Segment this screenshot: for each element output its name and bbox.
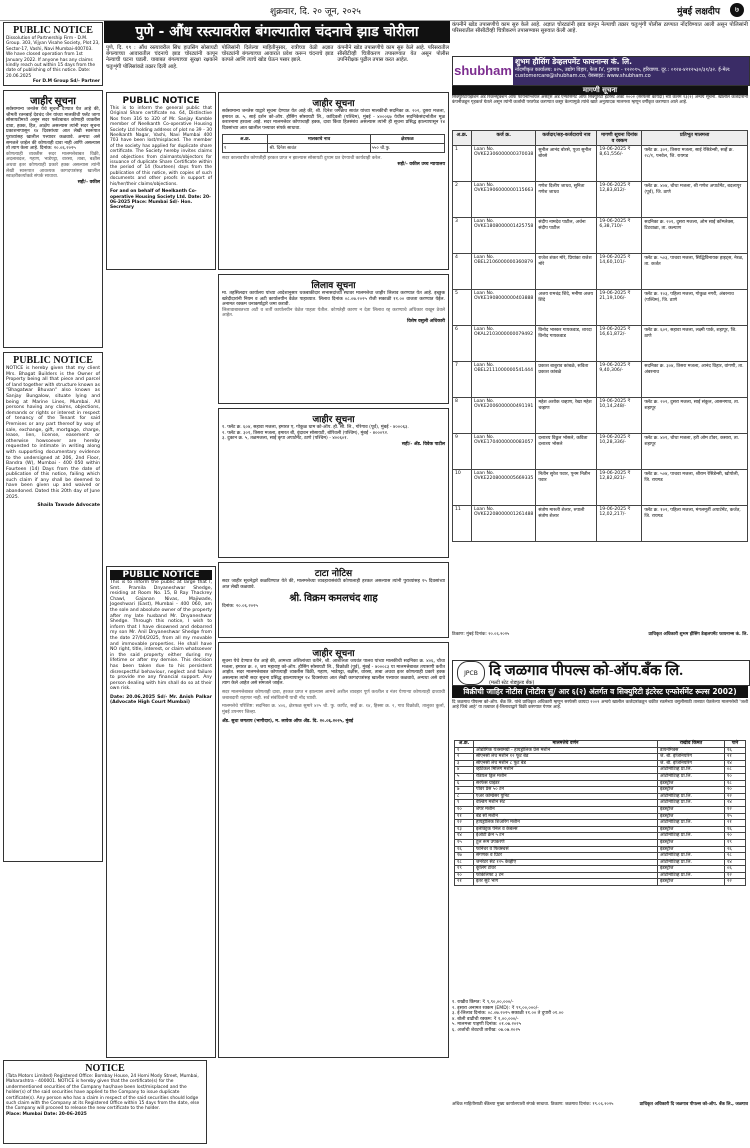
- table-row: २० फोर्कलिफ्ट ३ टन ऑटोमोटिव्ह प्रा.लि. १२: [455, 872, 746, 879]
- notice-marathi-claim: [3, 90, 103, 348]
- notice-tata-motors: [3, 1060, 207, 1144]
- page-header: [0, 0, 750, 21]
- table-row: ९ वेल्डिंग मशीन सेट ऑटोमोटिव्ह प्रा.लि. २४: [455, 800, 746, 807]
- notice-body: सदर जाहीर सूचनेद्वारे कळविण्यात येते की, मालमत्तेच्या व्यवहारासंबंधी कोणालाही हरकत असल्यास त्यांनी पुराव्यांसह १५ दिवसांच्या आत लेखी कळवावे.: [222, 579, 445, 590]
- notice-body: सर्वसामान्य जनतेस याद्वारे सूचना देण्यात येत आहे की, श्री. दिनेश जगन्नाथ सावंत यांच्या मालकीची सदनिका क्र. २०२, दुसरा मजला, इमारत क्र. ५, साई दर्शन को-ऑप. हौसिंग सोसायटी लि., कांदिवली (पश्चिम), मुंबई - ४०००६७ येथील सदनिकेसंदर्भातील मूळ करारनामा हरवला आहे. सदर मालमत्तेवर कोणाचाही हक्क, दावा किंवा हितसंबंध असल्यास त्यांनी ही सूचना प्रसिद्ध झाल्यापासून १४ दिवसांच्या आत खालील पत्त्यावर संपर्क साधावा.: [222, 109, 445, 131]
- table-row: 4 Loan No. OBEL2106000000360879 राजेश शंकर मोरे, प्रियांका राजेश मोरे 19-06-2025 ₹ 14,60,101/- फ्लॅट क्र. ५०३, पाचवा मजला, सिद्धिविनायक हाइट्स, नेरळ, ता. कर्जत: [453, 254, 748, 290]
- notice-name-announcement: [218, 562, 449, 638]
- authorised-officer: प्राधिकृत अधिकारी दि जळगाव पीपल्स को-ऑप. बँक लि., जळगाव: [639, 1102, 748, 1107]
- table-header: मालकाचे नाव: [268, 135, 370, 144]
- sale-detail-line: ५. मालमत्ता पाहणी दिनांक: ०१.०७.२०२५: [452, 1022, 522, 1028]
- notice-body: This is to inform the general public that Original Share certificate no. 64, Distinctive Nos from 316 to 320 of Mr. Sanjay Kamble member of Neelkanth Co-operative Housing Society Ltd holding address of plot no 39 - 30 Neelkanth Nagar, Vashi, Navi Mumbai 400 703 have been lost/misplaced. The member of the society has applied for duplicate share certificate. The Society hereby invites claims and objections from claimants/objectors for issuance of duplicate Share Certificate within the period of 14 (fourteen) days from the publication of this notice, with copies of such documents and other proofs in support of his/her/their claims/objections.: [110, 106, 212, 187]
- authorised-officer: प्राधिकृत अधिकारी शुभम हौसिंग डेव्हलपमेंट फायनान्स कं. लि.: [648, 632, 748, 637]
- table-row: 8 Loan No. OVKE2006000000491191 महेश अशोक चव्हाण, रेखा महेश चव्हाण 19-06-2025 ₹ 10,14,248/- फ्लॅट क्र. २०२, दुसरा मजला, साई संकुल, आसनगाव, ता. शहापूर: [453, 398, 748, 434]
- table-row: १ औद्योगिक यंत्रसामग्री - हायड्रॉलिक प्रेस मशीन डायनॅमिक्स १६: [455, 747, 746, 754]
- notice-filler-text: सदर कालावधीत कोणतीही हरकत प्राप्त न झाल्यास सोसायटी दुय्यम प्रत देण्याची कार्यवाही करेल.: [222, 156, 382, 162]
- sale-notice-intro: दि जळगाव पीपल्स को-ऑप. बँक लि. यांचे प्राधिकृत अधिकारी म्हणून सरफेसी कायदा २००२ अन्वये खालील कर्जदारांकडून थकीत रकमेच्या वसुलीसाठी ताब्यात घेतलेल्या मालमत्तेची 'जशी आहे जिथे आहे' या तत्वावर ई-लिलावाद्वारे विक्री करण्यात येणार आहे.: [452, 700, 748, 711]
- notice-body: सूचना येथे देण्यात येत आहे की, आमच्या अशिलांच्या वतीने, श्री. आशालता जयवंत पालव यांच्या मालकीची सदनिका क्र. ४०६, चौथा मजला, इमारत क्र. २, जय महाराष्ट्र को-ऑप. हौसिंग सोसायटी लि., विक्रोळी (पूर्व), मुंबई - ४०००८३ या मालमत्तेबाबत तपासणी करीत आहोत. सदर मालमत्तेबाबत कोणत्याही व्यक्तीस विक्री, गहाण, भाडेपट्टा, बक्षीस, वारसा, ताबा अथवा इतर कोणत्याही प्रकारे हक्क असल्यास त्यांनी सदर सूचना प्रसिद्ध झाल्यापासून १४ दिवसांच्या आत लेखी कागदपत्रांसह खालील पत्त्यावर कळवावे, अन्यथा असे दावे त्याग केले आहेत असे समजले जाईल.: [222, 659, 445, 687]
- table-row: १९ कूलिंग टॉवर इंडस्ट्रीज ०६: [455, 866, 746, 873]
- notice-title-investigation: [218, 642, 449, 1058]
- notice-auction: [218, 274, 449, 404]
- notice-signoff: सही/- अ‍ॅड. विवेक पाटील: [401, 441, 445, 447]
- table-row: ४ व्हर्टिकल मिलिंग मशीन ऑटोमोटिव्ह प्रा.लि. ०८: [455, 767, 746, 774]
- place-date: ठिकाण: मुंबई दिनांक: २०.०६.२०२५: [452, 632, 510, 637]
- notice-signoff: सही/- वकील उच्च न्यायालय: [397, 161, 445, 167]
- notice-signoff: दिनांक: २०.०६.२०२५: [222, 604, 258, 610]
- story-paragraph: पुणे, दि. १९ : औंध रस्त्यावरील सिंध हाउसिंग सोसायटी बंगल्याच्या आवारातील चंदनाचे झाड चोरट्यांनी कापून नेल्याची घटना घडली. याबाबत बंगल्याच्या सुरक्षा रक्षकाने चतुःशृंगी पोलिसांकडे तक्रार दिली आहे.: [106, 45, 218, 70]
- table-row: 3 Loan No. OVKE1808000001425758 संदीप नामदेव पाटील, अर्चना संदीप पाटील 19-06-2025 ₹ 6,38,710/- सदनिका क्र. २०१, दुसरा मजला, ओम साई कॉम्प्लेक्स, टिटवाळा, ता. कल्याण: [453, 218, 748, 254]
- table-row: 9 Loan No. OVKE1704000000083057 दत्तात्रय विठ्ठल भोसले, कविता दत्तात्रय भोसले 19-06-2025 ₹ 10,28,336/- फ्लॅट क्र. ४०१, चौथा मजला, हरी ओम टॉवर, कसारा, ता. शहापूर: [453, 434, 748, 470]
- notice-filler-text: कोणत्याही व्यक्तीस सदर मालमत्तेबाबत विक्री, अदलाबदल, गहाण, भाडेपट्टा, वारसा, ताबा, बक्षीस अथवा इतर कोणत्याही प्रकारे हक्क असल्यास त्यांनी लेखी स्वरूपात आवश्यक कागदपत्रांसह खालील स्वाक्षरीकर्त्याकडे संपर्क साधावा.: [6, 151, 100, 180]
- table-row: १ श्री. दिनेश सावंत ५५० चौ.फु.: [223, 144, 445, 153]
- property-table: [222, 134, 445, 153]
- notice-body: NOTICE is hereby given that my client Mrs. Bhagat Builders is the Owner of Property being all that piece and parcel of land together with structure known as "Bhagatwar Bhuvan" also known as Sanjay Bungalow, situate lying and being at Marine Lines, Mumbai. All persons having any claims, objections, demands or rights or interest in respect of tenancy of the Tenant for said Premises or any part thereof by way of sale, exchange, gift, mortgage, charge, lease, lien, license, easement or otherwise howsoever are hereby requested to intimate in writing along with supporting documentary evidence to the undersigned at 206, 2nd Floor, Bandra (W), Mumbai - 400 050 within Fourteen (14) Days from the date of publication of this notice, failing which such claim if any shall be deemed to have been given up and waived or abandoned. Dated this 20th day of June 2025.: [6, 366, 100, 500]
- story-paragraph: कंपनीने खोड तपासणीचे काम सुरु केले आहे. परिसरातील सीसीटीव्ही चित्रीकरण तपासण्यात येत असून पोलीस उपनिरीक्षक पुढील तपास करत आहेत.: [337, 45, 450, 64]
- notice-signoff: विशेष वसुली अधिकारी: [407, 318, 445, 324]
- table-row: 7 Loan No. OBEL2111000000541444 प्रकाश बाबुराव कांबळे, सविता प्रकाश कांबळे 19-06-2025 ₹ 9,40,306/- सदनिका क्र. ३०४, तिसरा मजला, आनंद विहार, वांगणी, ता. अंबरनाथ: [453, 362, 748, 398]
- table-row: १० शेपर मशीन इंडस्ट्रीज १२: [455, 806, 746, 813]
- table-header: अ.क्र.: [223, 135, 268, 144]
- table-row: १६ फर्निचर व फिक्स्चर्स इंडस्ट्रीज २६: [455, 846, 746, 853]
- notice-title: लिलाव सूचना: [311, 281, 356, 291]
- notice-title: टाटा नोटिस: [314, 569, 353, 579]
- issue-date: शुक्रवार, दि. २० जून, २०२५: [270, 7, 361, 17]
- notice-title: जाहीर सूचना: [312, 99, 355, 109]
- table-row: 11 Loan No. OVKE2208000001261488 संतोष मारुती शेलार, रुपाली संतोष शेलार 19-06-2025 ₹ 12,02,217/- फ्लॅट क्र. १०२, पहिला मजला, मंगलमूर्ती अपार्टमेंट, कर्जत, जि. रायगड: [453, 506, 748, 542]
- sale-detail-line: १. राखीव किंमत: ₹ ९,९०,००,०००/-: [452, 1000, 514, 1005]
- notice-item: ३. दुकान क्र. ५, तळमजला, साई कृपा अपार्टमेंट, ठाणे (पश्चिम) - ४००६०१.: [222, 436, 349, 442]
- table-row: १७ संगणक व प्रिंटर ऑटोमोटिव्ह प्रा.लि. २८: [455, 853, 746, 860]
- sale-footer-text: अधिक माहितीसाठी बँकेच्या मुख्य कार्यालयाशी संपर्क साधावा. ठिकाण: जळगाव दिनांक: १९.०६.२०२५: [452, 1102, 614, 1107]
- notice-signoff: Shaila Tawade Advocate: [37, 503, 100, 509]
- notice-share-certificate: [106, 92, 216, 270]
- table-header: मालमत्तेचे वर्णन: [474, 741, 658, 748]
- notice-title: PUBLIC NOTICE: [122, 96, 200, 106]
- table-header: मागणी सूचना दिनांक व रक्कम: [597, 131, 642, 146]
- notice-property-owner: [3, 352, 103, 862]
- table-row: ८ एअर कॉम्प्रेसर युनिट ऑटोमोटिव्ह प्रा.लि. २२: [455, 793, 746, 800]
- sale-notice-footer: [452, 1102, 748, 1144]
- notice-title: PUBLIC NOTICE: [13, 355, 93, 366]
- notice-title: जाहीर सूचना: [312, 649, 355, 659]
- sale-details: [452, 1000, 748, 1100]
- notice-signoff: सही/- वकील: [77, 179, 100, 185]
- company-address: नोंदणीकृत कार्यालय: ४२५, उद्योग विहार, फेज IV, गुडगाव - १२२०१५, हरियाणा. दूर.: ०१२४-४२१२५३०/३१/३२. ई-मेल: customercare@shubham.co, वेबसाइट: www.shubham.co: [515, 66, 731, 80]
- sale-detail-line: ६. अर्जाची शेवटची तारीख: ०७.०७.२०२५: [452, 1027, 521, 1033]
- news-story: [106, 45, 449, 88]
- table-row: १४ ईओटी क्रेन ५ टन ऑटोमोटिव्ह प्रा.लि. २०: [455, 833, 746, 840]
- table-header: राखीव किंमत: [658, 741, 725, 748]
- notice-signoff: Date: 20.06.2025 Sd/- Mr. Anish Palkar (Advocate High Court Mumbai): [110, 694, 212, 706]
- notice-body: सिक्युरिटायझेशन अँड रिकन्स्ट्रक्शन ऑफ फायनान्शियल ॲसेट्स अँड एन्फोर्समेंट ऑफ सिक्युरिटी इंटरेस्ट ॲक्ट २००२ (सरफेसी कायदा) च्या कलम १३(२) अन्वये सूचना. खालील कर्जदारांनी कंपनीकडून गृहकर्ज घेतले असून त्यांनी कर्जाची परतफेड करण्यात कसूर केल्यामुळे त्यांचे खाते अनुत्पादक मालमत्ता म्हणून वर्गीकृत करण्यात आले आहे.: [452, 95, 748, 106]
- page-number-badge: ७: [730, 3, 744, 17]
- table-row: १५ टूल रूम उपकरणे इंडस्ट्रीज १९: [455, 839, 746, 846]
- story-paragraph: पोलिसांनी दिलेल्या माहितीनुसार, रात्रीच्या वेळी अज्ञात चोरट्यांनी बंगल्याच्या आवारात प्रवेश करून चंदनाचे झाड कापले आणि त्याचे खोड घेऊन पसार झाले.: [221, 45, 334, 64]
- notice-item: १. फ्लॅट क्र. ६०४, सहावा मजला, इमारत ए, गोकुळ धाम को-ऑप. हौ. सो. लि., गोरेगाव (पूर्व), मुंबई - ४०००६३.: [222, 425, 409, 430]
- table-row: 2 Loan No. OVKE1906000000115663 गणेश दिलीप जाधव, सुनिता गणेश जाधव 19-06-2025 ₹ 12,83,812/- फ्लॅट क्र. ४०४, चौथा मजला, श्री गणेश अपार्टमेंट, बदलापूर (पूर्व), जि. ठाणे: [453, 182, 748, 218]
- newspaper-name: मुंबई लक्षदीप: [677, 7, 720, 17]
- table-row: ६ सरफेस ग्राइंडर इंडस्ट्रीज १८: [455, 780, 746, 787]
- demand-notice-footer: [452, 632, 748, 650]
- notice-signoff: For and on behalf of Neelkanth Co-operative Housing Society Ltd. Date: 20-06-2025 Place: Mumbai Sd/- Hon. Secretary: [110, 189, 211, 211]
- sale-items-table: [454, 740, 746, 886]
- company-name: शुभम हौसिंग डेव्हलपमेंट फायनान्स कं. लि.: [515, 57, 632, 66]
- table-row: १२ हायड्रॉलिक शिअरिंग मशीन ऑटोमोटिव्ह प्रा.लि. २१: [455, 820, 746, 827]
- demand-notice-intro: [452, 86, 748, 128]
- table-row: ५ रेडियल ड्रिल मशीन ऑटोमोटिव्ह प्रा.लि. १०: [455, 773, 746, 780]
- table-row: ११ बँड सॉ मशीन इंडस्ट्रीज १५: [455, 813, 746, 820]
- notice-body: This is to inform the public at large that I, Smt. Pramila Dnyaneshwar Shedge, residing at Room No. 15, B Ray Thackrey Chawl, Gajanan Nivas, Majiwade, Jogeshwari (East), Mumbai - 400 060, am the sole and absolute owner of the property after my late husband Mr. Dnyaneshwar Shedge. Through this notice, I wish to inform that I have disowned and debarred my son Mr. Anil Dnyaneshwar Shedge from the date 27/04/2025, from all my movable and immovable properties. He shall have NO right, title, interest, or claim whatsoever in the said property either during my lifetime or after my demise. This decision has been taken due to his persistent disrespectful behaviour, neglect and failure to provide me any financial support. Any person dealing with him shall do so at their own risk.: [110, 580, 212, 692]
- notice-signoff: Place: Mumbai Date: 20-06-2025: [6, 1111, 87, 1117]
- sale-detail-line: ४. बोली वाढीची रक्कम: ₹ १,००,०००/-: [452, 1016, 519, 1022]
- notice-filler-text: सदर मालमत्तेबाबत कोणताही दावा, हरकत प्राप्त न झाल्यास आमचे अशील व्यवहार पूर्ण करतील व नंतर येणाऱ्या कोणत्याही दाव्याची जबाबदारी राहणार नाही. सर्व संबंधितांनी याची नोंद घ्यावी.: [222, 689, 445, 701]
- table-header: अ.क्र.: [453, 131, 472, 146]
- notice-dissolution: [3, 22, 103, 86]
- table-row: 1 Loan No. OVKE2306000000370038 सुनील आनंद बोरसे, पूजा सुनील बोरसे 19-06-2025 ₹ 8,61,556/- फ्लॅट क्र. ३०२, तिसरा मजला, साई रेसिडेन्सी, सर्व्हे क्र. २८/१, पनवेल, जि. रायगड: [453, 146, 748, 182]
- notice-item: २. फ्लॅट क्र. ३०१, तिसरा मजला, इमारत बी, वृंदावन सोसायटी, बोरिवली (पश्चिम), मुंबई - ४०००९२.: [222, 430, 389, 436]
- bank-name: दि जळगाव पीपल्स को-ऑप.बँक लि.: [489, 663, 683, 679]
- sale-detail-line: ३. ई-लिलाव दिनांक: ०८.०७.२०२५ सकाळी ११.०० ते दुपारी ०१.००: [452, 1011, 564, 1017]
- notice-flat-agreement: [218, 92, 449, 270]
- table-row: २ सीएनसी लेथ मशीन १२ फूट बेड जे. बी. इंजिनियरिंग २१: [455, 754, 746, 761]
- table-header: प्रतिभूत मालमत्ता: [642, 131, 748, 146]
- bank-banner: [452, 660, 750, 686]
- notice-body: मा. तहसिलदार कार्यालय यांच्या आदेशानुसार थकबाकीदार सभासदांच्या स्थावर मालमत्तेचा जाहीर लिलाव करण्यात येत आहे. इच्छुक खरेदीदारांनी नियम व अटी कार्यालयीन वेळेत पाहाव्यात. लिलाव दिनांक ०८.०७.२०२५ रोजी सकाळी ११.०० वाजता करण्यात येईल. अनामत रक्कम धनाकर्षाद्वारे जमा करावी.: [222, 291, 445, 308]
- notice-title: जाहीर सूचना: [312, 415, 355, 425]
- notice-title: PUBLIC NOTICE: [110, 570, 212, 580]
- demand-notice-table: [452, 130, 748, 542]
- table-row: 10 Loan No. OVKE2208000005669335 नितीन सुरेश पवार, पूनम नितीन पवार 19-06-2025 ₹ 12,82,821/- फ्लॅट क्र. ५०४, पाचवा मजला, श्रीराम रेसिडेन्सी, खोपोली, जि. रायगड: [453, 470, 748, 506]
- shubham-logo: shubham: [453, 57, 513, 85]
- notice-body: Dissolution of Partnership Firm - D.M. Group. 303, Vijyan Visahe Society, Plot 23, Sector-17, Vashi, Navi Mumbai-400703. We have closed operation from 1st January 2022. If anyone has any claims kindly reach out within 15 days from the date of publishing of this notice. Date: 20.06.2025: [6, 36, 100, 79]
- notice-title: NOTICE: [85, 1063, 125, 1074]
- notice-filler-text: लिलावाबाबतच्या अटी व शर्ती कार्यालयीन वेळेत पाहता येतील. कोणतेही कारण न देता लिलाव रद्द करण्याचे अधिकार राखून ठेवले आहेत.: [222, 307, 445, 319]
- notice-public-marathi: [218, 408, 449, 558]
- bank-logo: JPCB: [457, 661, 485, 685]
- left-notices-column: [3, 22, 103, 862]
- table-header: क्षेत्रफळ: [370, 135, 444, 144]
- table-header: कर्जदार/सह-कर्जदाराचे नाव: [536, 131, 597, 146]
- notice-filler-text: मालमत्तेचे परिशिष्ट: सदनिका क्र. ४०६, क्षेत्रफळ सुमारे ४२५ चौ. फु. कार्पेट, सर्व्हे क्र. १४, हिस्सा क्र. २, गाव विक्रोळी, तालुका कुर्ला, मुंबई उपनगर जिल्हा.: [222, 704, 445, 715]
- bank-subtitle: (मल्टी स्टेट शेड्युल्ड बँक): [489, 680, 535, 686]
- table-row: ७ पॉवर प्रेस ५० टन इंडस्ट्रीज २०: [455, 787, 746, 794]
- notice-body: (Tata Motors Limited) Registered Office: Bombay House, 24 Homi Mody Street, Mumbai, Maharashtra - 400001. NOTICE is hereby given that the certificate(s) for the undermentioned securities of the Company has/have been lost/misplaced and the holder(s) of the said securities have applied to the Company to issue duplicate certificate(s). Any person who has a claim in respect of the said securities should lodge such claim with the Company at its Registered Office within 15 days from the date, else the Company will proceed to release the new certificate to the holder.: [6, 1074, 200, 1112]
- sale-notice-banner: विक्रीची जाहिर नोटीस (नोटीस सु/ आर ६(२) अंतर्गत व सिक्युरिटी इंटरेस्ट एन्फोर्समेंट रूल्स 2002): [452, 686, 748, 698]
- main-headline: पुणे - औंध रस्त्यावरील बंगल्यातील चंदनाचे झाड चोरीला: [104, 21, 450, 43]
- notice-title: मागणी सूचना: [452, 86, 748, 95]
- notice-signoff: For D.M Group Sd/- Partner: [32, 79, 100, 85]
- story-continuation: कंपनीने खोड तपासणीचे काम सुरु केले आहे. अज्ञात चोरट्यांनी झाड कापून नेल्याची तक्रार चतुःशृंगी पोलीस ठाण्यात नोंदविण्यात आली असून पोलिसांनी परिसरातील सीसीटीव्ही चित्रीकरण तपासण्यास सुरुवात केली आहे.: [452, 22, 748, 35]
- table-row: २१ इतर सुटे भाग इंडस्ट्रीज २२: [455, 879, 746, 886]
- table-row: १८ जनरेटर सेट १२५ केव्हीए ऑटोमोटिव्ह प्रा.लि. १४: [455, 859, 746, 866]
- notice-title: जाहीर सूचना: [30, 96, 76, 107]
- table-row: ३ सीएनसी लेथ मशीन ८ फूट बेड जे. बी. इंजिनियरिंग १४: [455, 760, 746, 767]
- table-header: कर्ज क्र.: [472, 131, 536, 146]
- table-row: 6 Loan No. OKAL2103000000079492 विनोद भास्कर गायकवाड, शारदा विनोद गायकवाड 19-06-2025 ₹ 16,61,872/- फ्लॅट क्र. ६०२, सहावा मजला, लक्ष्मी पार्क, शहापूर, जि. ठाणे: [453, 326, 748, 362]
- notice-title: PUBLIC NOTICE: [13, 25, 93, 36]
- table-header: पाने: [725, 741, 746, 748]
- notice-disown-son: [106, 566, 216, 1058]
- person-name: श्री. विक्रम कमलचंद शाह: [289, 593, 378, 605]
- notice-signoff: अ‍ॅड. सुधा जगताप (भागीदार), म. लायेक ऑफ अ‍ॅड. दि. २०.०६.२०२५, मुंबई: [222, 719, 354, 725]
- shubham-banner: [452, 56, 750, 86]
- table-row: 5 Loan No. OVKE1908000000403888 अजय रामचंद्र शिंदे, मनीषा अजय शिंदे 19-06-2025 ₹ 21,19,106/- फ्लॅट क्र. १०३, पहिला मजला, गोकुळ नगरी, अंबरनाथ (पश्चिम), जि. ठाणे: [453, 290, 748, 326]
- table-header: अ.क्र.: [455, 741, 474, 748]
- table-row: १३ इलेक्ट्रिक पॅनेल व केबल्स इंडस्ट्रीज १६: [455, 826, 746, 833]
- sale-detail-line: २. इसारा अनामत रक्कम (EMD): ₹ ९९,००,०००/-: [452, 1005, 539, 1011]
- notice-body: सर्वसामान्य जनतेस येथे सूचना देण्यात येत आहे की, श्रीमती रतनबाई देवचंद जैन यांच्या मालकीची फ्लॅट जागा सोसायटीमध्ये असून सदर फ्लॅटबाबत कोणाही व्यक्तीस दावा, हक्क, हित, आक्षेप असल्यास त्यांनी सदर सूचना प्रकाशनापासून १४ दिवसांच्या आत लेखी स्वरूपात पुराव्यांसह खालील पत्त्यावर कळवावे. अन्यथा असे समजले जाईल की कोणताही दावा नाही आणि असल्यास तो त्याग केला आहे. दिनांक: २०.०६.२०२५: [6, 107, 100, 152]
